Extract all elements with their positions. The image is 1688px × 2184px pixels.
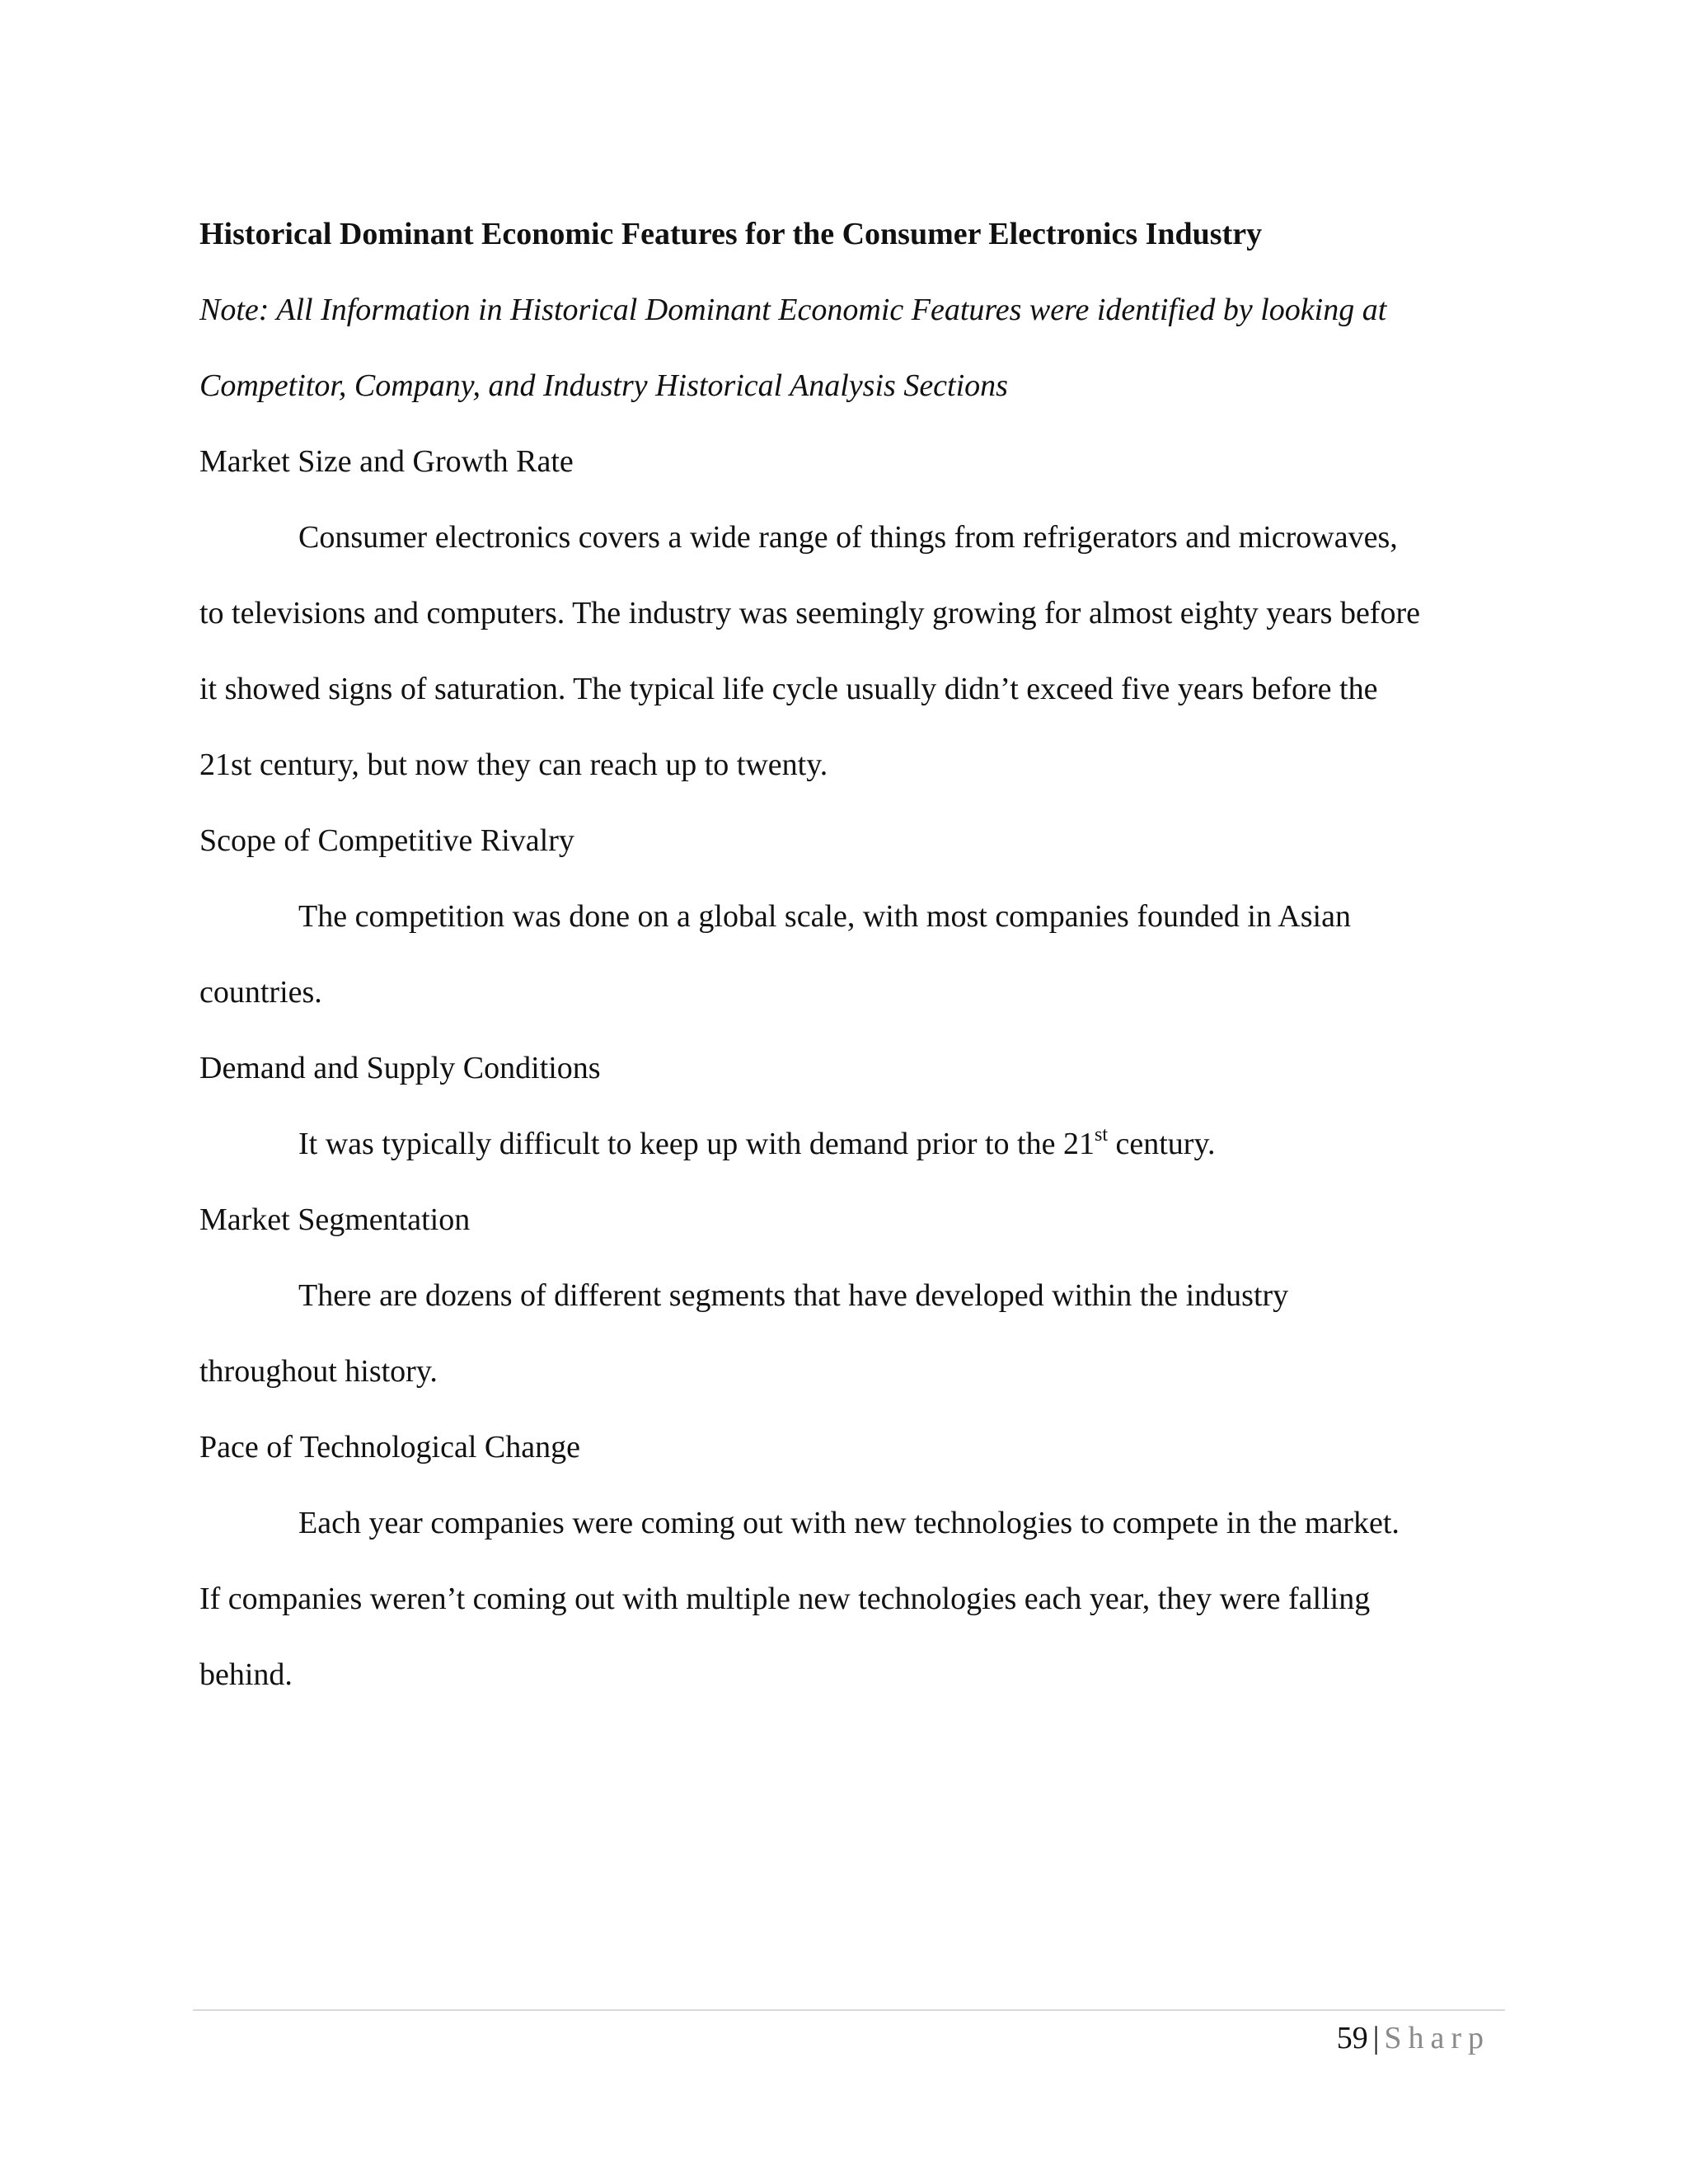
- ordinal-superscript: st: [1094, 1124, 1108, 1146]
- paragraph-line: If companies weren’t coming out with multiple new technologies each year, they were falling: [199, 1582, 1371, 1616]
- footer-separator: |: [1372, 2021, 1380, 2055]
- note-line-2: Competitor, Company, and Industry Historical Analysis Sections: [199, 368, 1008, 403]
- paragraph-line: Consumer electronics covers a wide range of things from refrigerators and microwaves,: [298, 520, 1398, 555]
- page-footer: [1337, 2016, 1490, 2060]
- page-content: [199, 196, 1502, 1713]
- paragraph-line: There are dozens of different segments that have developed within the industry: [298, 1278, 1289, 1313]
- paragraph-line-demand: [199, 1106, 1502, 1182]
- paragraph-line: Each year companies were coming out with new technologies to compete in the market.: [298, 1506, 1400, 1540]
- paragraph-line: The competition was done on a global scale, with most companies founded in Asian: [298, 899, 1351, 934]
- page-heading: Historical Dominant Economic Features for the Consumer Electronics Industry: [199, 217, 1263, 251]
- paragraph-line: throughout history.: [199, 1354, 438, 1389]
- section-title-rivalry: Scope of Competitive Rivalry: [199, 823, 574, 858]
- paragraph-line: countries.: [199, 975, 322, 1010]
- section-title-tech: Pace of Technological Change: [199, 1430, 580, 1465]
- paragraph-line: it showed signs of saturation. The typical life cycle usually didn’t exceed five years before the: [199, 672, 1378, 706]
- paragraph-line: to televisions and computers. The industry was seemingly growing for almost eighty years before: [199, 596, 1420, 630]
- section-title-segmentation: Market Segmentation: [199, 1202, 471, 1237]
- paragraph-line: behind.: [199, 1657, 293, 1692]
- demand-text-before: It was typically difficult to keep up with demand prior to the 21: [298, 1127, 1095, 1161]
- demand-text-after: century.: [1108, 1127, 1216, 1161]
- page-number: 59: [1336, 2021, 1368, 2055]
- note-line-1: Note: All Information in Historical Dominant Economic Features were identified by looking at: [199, 293, 1387, 327]
- paragraph-line: 21st century, but now they can reach up to twenty.: [199, 748, 828, 782]
- footer-divider: [193, 2009, 1505, 2011]
- section-title-demand: Demand and Supply Conditions: [199, 1051, 601, 1085]
- footer-author: Sharp: [1384, 2021, 1490, 2055]
- section-title-market-size: Market Size and Growth Rate: [199, 444, 574, 479]
